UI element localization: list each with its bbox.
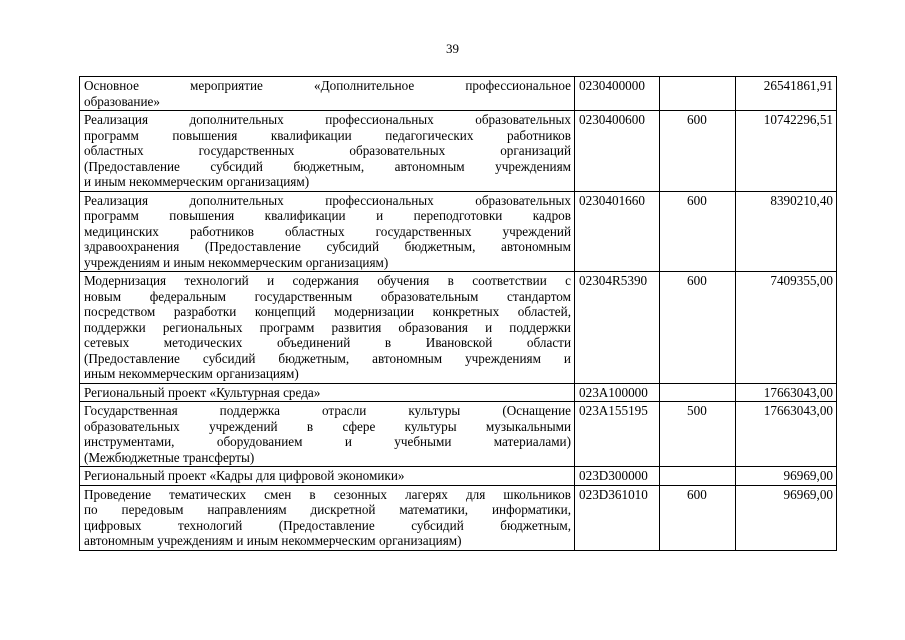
row-expense-type bbox=[660, 402, 736, 467]
description-line: Государственная поддержка отрасли культуры (Оснащение bbox=[84, 403, 571, 418]
description-line: Реализация дополнительных профессиональных образовательных bbox=[84, 192, 571, 208]
budget-table bbox=[79, 76, 837, 551]
table-row bbox=[80, 485, 837, 550]
row-amount: 8390210,40 bbox=[736, 191, 837, 272]
row-target-code: 023D361010 bbox=[575, 485, 660, 550]
description-line: Региональный проект «Кадры для цифровой экономики» bbox=[84, 468, 405, 483]
description-line: иным некоммерческим организациям) bbox=[84, 366, 299, 381]
row-target-code: 023A155195 bbox=[575, 402, 660, 467]
table-row bbox=[80, 383, 837, 402]
row-expense-type bbox=[660, 485, 736, 550]
description-line: (Предоставление субсидий бюджетным, автономным учреждениям bbox=[84, 158, 571, 174]
description-line: Основное мероприятие «Дополнительное профессиональное bbox=[84, 78, 571, 93]
row-amount: 17663043,00 bbox=[736, 383, 837, 402]
row-expense-type bbox=[660, 111, 736, 192]
row-description bbox=[80, 383, 575, 402]
row-target-code: 023A100000 bbox=[575, 383, 660, 402]
row-expense-type bbox=[660, 77, 736, 111]
description-line: автономным учреждениям и иным некоммерческим организациям) bbox=[84, 533, 462, 548]
description-line: Реализация дополнительных профессиональных образовательных bbox=[84, 112, 571, 127]
row-amount: 7409355,00 bbox=[736, 272, 837, 384]
description-line: Региональный проект «Культурная среда» bbox=[84, 384, 321, 400]
row-description bbox=[80, 111, 575, 192]
row-amount: 17663043,00 bbox=[736, 402, 837, 467]
row-description bbox=[80, 402, 575, 467]
table-row bbox=[80, 402, 837, 467]
description-line: Модернизация технологий и содержания обучения в соответствии с bbox=[84, 273, 571, 288]
description-line: (Межбюджетные трансферты) bbox=[84, 449, 255, 465]
description-line: сетевых методических объединений в Ивановской области bbox=[84, 335, 571, 350]
description-line: областных государственных образовательных организаций bbox=[84, 143, 571, 158]
row-amount: 10742296,51 bbox=[736, 111, 837, 192]
row-expense-type bbox=[660, 383, 736, 402]
description-line: здравоохранения (Предоставление субсидий бюджетным, автономным bbox=[84, 239, 571, 254]
row-target-code: 023D300000 bbox=[575, 467, 660, 486]
expense-type-value: 600 bbox=[687, 273, 707, 288]
description-line: образовательных учреждений в сфере культуры музыкальными bbox=[84, 418, 571, 434]
description-line: учреждениям и иным некоммерческим организациям) bbox=[84, 254, 389, 270]
table-row bbox=[80, 191, 837, 272]
description-line: инструментами, оборудованием и учебными материалами) bbox=[84, 434, 571, 449]
expense-type-value: 600 bbox=[687, 486, 707, 502]
expense-type-value: 600 bbox=[687, 192, 707, 208]
row-description bbox=[80, 191, 575, 272]
description-line: поддержки региональных программ развития образования и поддержки bbox=[84, 319, 571, 335]
row-target-code: 0230400000 bbox=[575, 77, 660, 111]
description-line: новым федеральным государственным образовательным стандартом bbox=[84, 288, 571, 304]
description-line: цифровых технологий (Предоставление субсидий бюджетным, bbox=[84, 517, 571, 533]
description-line: и иным некоммерческим организациям) bbox=[84, 174, 310, 189]
row-amount: 26541861,91 bbox=[736, 77, 837, 111]
expense-type-value: 600 bbox=[687, 112, 707, 127]
description-line: образование» bbox=[84, 93, 160, 109]
row-description bbox=[80, 77, 575, 111]
budget-table-body bbox=[80, 77, 837, 551]
row-description bbox=[80, 272, 575, 384]
table-row bbox=[80, 272, 837, 384]
description-line: Проведение тематических смен в сезонных лагерях для школьников bbox=[84, 486, 571, 502]
expense-type-value: 500 bbox=[687, 403, 707, 418]
row-amount: 96969,00 bbox=[736, 467, 837, 486]
description-line: по передовым направлениям дискретной математики, информатики, bbox=[84, 502, 571, 517]
row-amount: 96969,00 bbox=[736, 485, 837, 550]
description-line: программ повышения квалификации педагогических работников bbox=[84, 127, 571, 143]
page-number: 39 bbox=[446, 41, 459, 56]
description-line: (Предоставление субсидий бюджетным, автономным учреждениям и bbox=[84, 350, 571, 366]
description-line: программ повышения квалификации и переподготовки кадров bbox=[84, 208, 571, 223]
row-target-code: 02304R5390 bbox=[575, 272, 660, 384]
row-description bbox=[80, 485, 575, 550]
row-expense-type bbox=[660, 272, 736, 384]
row-description bbox=[80, 467, 575, 486]
table-row bbox=[80, 467, 837, 486]
row-target-code: 0230401660 bbox=[575, 191, 660, 272]
table-row bbox=[80, 111, 837, 192]
row-expense-type bbox=[660, 191, 736, 272]
table-row bbox=[80, 77, 837, 111]
row-target-code: 0230400600 bbox=[575, 111, 660, 192]
description-line: медицинских работников областных государственных учреждений bbox=[84, 223, 571, 239]
row-expense-type bbox=[660, 467, 736, 486]
description-line: посредством разработки концепций модернизации конкретных областей, bbox=[84, 304, 571, 319]
